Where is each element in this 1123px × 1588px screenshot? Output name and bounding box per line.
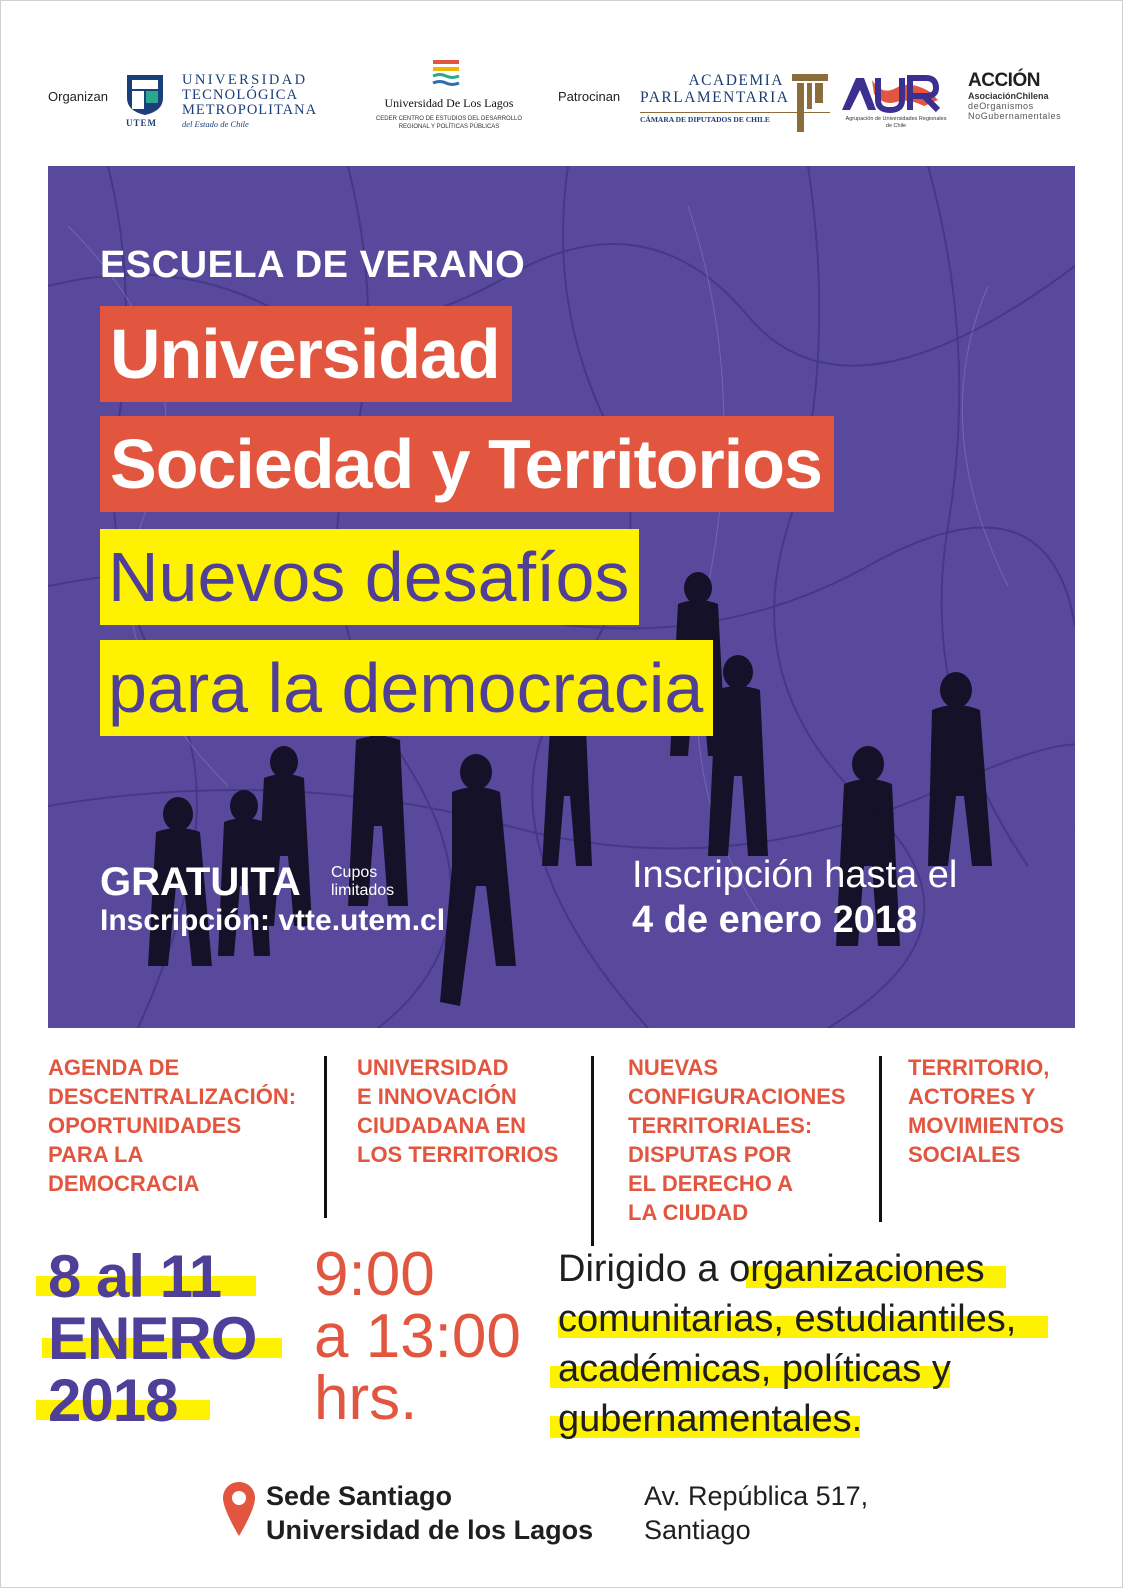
date-line3: 2018 xyxy=(48,1367,178,1434)
topic-3 xyxy=(628,1053,846,1227)
topic-1-line: DESCENTRALIZACIÓN: xyxy=(48,1084,297,1109)
topic-3-line: TERRITORIALES: xyxy=(628,1113,813,1138)
topic-divider xyxy=(324,1056,327,1218)
topic-2-line: LOS TERRITORIOS xyxy=(357,1142,559,1167)
topic-1-line: DEMOCRACIA xyxy=(48,1171,200,1196)
title-line2: Sociedad y Territorios xyxy=(100,416,834,512)
topic-1-line: PARA LA xyxy=(48,1142,144,1167)
venue-line2: Universidad de los Lagos xyxy=(266,1515,594,1545)
deadline-date: 4 de enero 2018 xyxy=(632,899,918,941)
registration-link[interactable]: Inscripción: vtte.utem.cl xyxy=(100,904,446,937)
audience-text xyxy=(558,1244,1016,1444)
topic-divider xyxy=(879,1056,882,1222)
utem-shield-icon xyxy=(126,74,164,116)
cupos-line1: Cupos xyxy=(331,864,378,881)
time-line2: a 13:00 xyxy=(314,1302,521,1371)
time-line3: hrs. xyxy=(314,1364,418,1433)
audience-line2: comunitarias, estudiantiles, xyxy=(558,1298,1017,1340)
ulagos-subtitle xyxy=(374,115,524,131)
event-dates xyxy=(48,1243,257,1434)
venue-address xyxy=(644,1479,868,1547)
venue-line1: Sede Santiago xyxy=(266,1481,453,1511)
accion-sub2: deOrganismos xyxy=(968,101,1034,111)
location-pin-icon xyxy=(222,1480,256,1540)
audience-line3: académicas, políticas y xyxy=(558,1348,951,1390)
event-eyebrow: ESCUELA DE VERANO xyxy=(100,244,526,286)
date-line1: 8 al 11 xyxy=(48,1243,222,1310)
accion-sub3: NoGubernamentales xyxy=(968,111,1062,121)
topic-3-line: NUEVAS xyxy=(628,1055,719,1080)
utem-name-line2: TECNOLÓGICA xyxy=(182,87,299,103)
topic-1-line: OPORTUNIDADES xyxy=(48,1113,242,1138)
accion-sub1: AsociaciónChilena xyxy=(968,91,1049,101)
free-label: GRATUITA xyxy=(100,860,301,904)
title-line1: Universidad xyxy=(100,306,512,402)
aur-subtitle xyxy=(838,116,954,130)
aur-sub2: de Chile xyxy=(885,123,907,129)
topic-3-line: LA CIUDAD xyxy=(628,1200,749,1225)
event-time xyxy=(314,1240,521,1433)
topic-2-line: E INNOVACIÓN xyxy=(357,1084,517,1109)
academia-parlamentaria-logo xyxy=(640,72,830,134)
topic-3-line: CONFIGURACIONES xyxy=(628,1084,846,1109)
ulagos-sub2: REGIONAL Y POLÍTICAS PÚBLICAS xyxy=(398,124,500,130)
ulagos-logo xyxy=(374,58,524,138)
utem-name-line1: UNIVERSIDAD xyxy=(182,72,308,88)
audience-line4: gubernamentales. xyxy=(558,1398,863,1440)
aur-sub1: Agrupación de Universidades Regionales xyxy=(845,116,947,122)
topic-1-line: AGENDA DE xyxy=(48,1055,180,1080)
ulagos-flag-icon xyxy=(431,58,461,90)
subtitle-line1: Nuevos desafíos xyxy=(100,529,639,625)
subtitle-line2: para la democracia xyxy=(100,640,713,736)
address-line1: Av. República 517, xyxy=(644,1481,869,1511)
academia-line3: CÁMARA DE DIPUTADOS DE CHILE xyxy=(640,112,830,124)
accion-name: ACCIÓN xyxy=(968,70,1040,91)
cupos-limitados xyxy=(331,864,394,900)
venue-name xyxy=(266,1479,593,1547)
organizan-label: Organizan xyxy=(48,89,108,104)
hero-banner xyxy=(48,166,1075,1028)
topic-3-line: DISPUTAS POR xyxy=(628,1142,792,1167)
topic-4-line: TERRITORIO, xyxy=(908,1055,1050,1080)
academia-line1: ACADEMIA xyxy=(688,72,784,89)
date-line2: ENERO xyxy=(48,1305,257,1372)
accion-logo xyxy=(968,70,1078,132)
aur-logo xyxy=(838,70,954,132)
ulagos-name: Universidad De Los Lagos xyxy=(384,96,514,110)
topic-4-line: MOVIMIENTOS xyxy=(908,1113,1065,1138)
cupos-line2: limitados xyxy=(331,882,395,899)
deadline-label: Inscripción hasta el xyxy=(632,854,958,896)
utem-name-line4: del Estado de Chile xyxy=(182,119,249,129)
topic-2-line: CIUDADANA EN xyxy=(357,1113,527,1138)
topic-divider xyxy=(591,1056,594,1246)
utem-acronym: UTEM xyxy=(126,118,157,128)
topic-3-line: EL DERECHO A xyxy=(628,1171,794,1196)
utem-logo xyxy=(126,72,366,132)
topic-2 xyxy=(357,1053,558,1169)
utem-name-line3: METROPOLITANA xyxy=(182,102,318,118)
column-icon xyxy=(792,74,828,132)
academia-line2: PARLAMENTARIA xyxy=(640,89,790,106)
ulagos-sub1: CEDER CENTRO DE ESTUDIOS DEL DESARROLLO xyxy=(375,116,523,122)
topic-2-line: UNIVERSIDAD xyxy=(357,1055,509,1080)
patrocinan-label: Patrocinan xyxy=(558,89,621,104)
topic-4 xyxy=(908,1053,1064,1169)
audience-line1: Dirigido a organizaciones xyxy=(558,1248,985,1290)
topic-4-line: ACTORES Y xyxy=(908,1084,1036,1109)
topic-1 xyxy=(48,1053,296,1198)
aur-mark-icon xyxy=(838,70,954,116)
topic-4-line: SOCIALES xyxy=(908,1142,1021,1167)
time-line1: 9:00 xyxy=(314,1240,435,1309)
address-line2: Santiago xyxy=(644,1515,751,1545)
